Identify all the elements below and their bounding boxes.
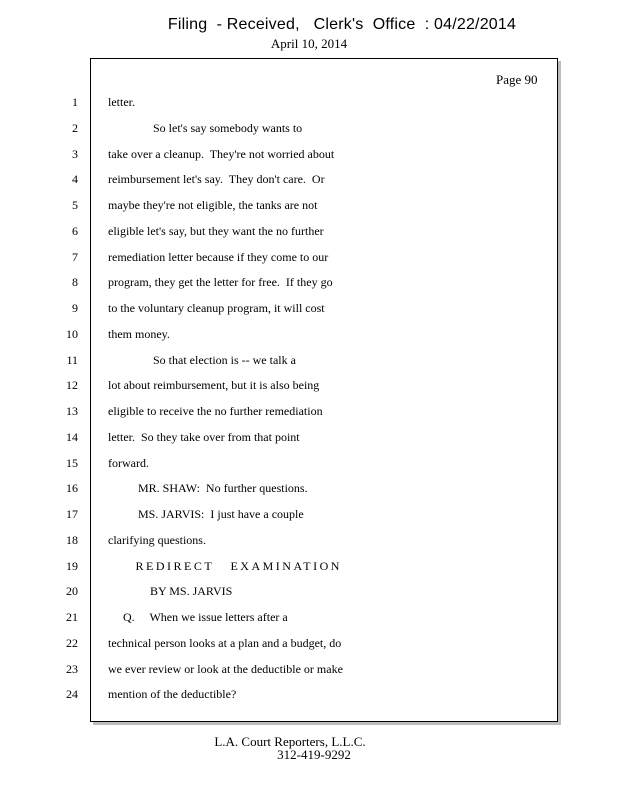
transcript-line-text: maybe they're not eligible, the tanks are not [108, 198, 318, 212]
line-number: 17 [66, 507, 78, 521]
line-number: 6 [72, 224, 78, 238]
line-number: 23 [66, 662, 78, 676]
line-number: 18 [66, 533, 78, 547]
transcript-line-text: to the voluntary cleanup program, it will cost [108, 301, 325, 315]
transcript-line-text: So let's say somebody wants to [108, 121, 303, 135]
line-number: 1 [72, 95, 78, 109]
reporter-phone: 312-419-9292 [277, 747, 351, 762]
filing-stamp: Filing - Received, Clerk's Office : 04/22/2014 [167, 16, 517, 33]
transcript-line-text: BY MS. JARVIS [108, 584, 233, 598]
line-number: 2 [72, 121, 78, 135]
transcript-line-text: Q. When we issue letters after a [108, 610, 288, 624]
transcript-line-text: letter. [108, 95, 135, 109]
transcript-line-text: letter. So they take over from that point [108, 430, 300, 444]
line-number: 9 [72, 301, 78, 315]
page-number: Page 90 [496, 72, 538, 87]
transcript-line-text: take over a cleanup. They're not worried about [108, 147, 335, 161]
transcript-line-text: So that election is -- we talk a [108, 353, 296, 367]
transcript-line-text: program, they get the letter for free. If they go [108, 275, 333, 289]
line-number: 11 [66, 353, 78, 367]
reporter-company: L.A. Court Reporters, L.L.C. [214, 734, 366, 749]
line-number: 3 [72, 147, 78, 161]
transcript-line-text: we ever review or look at the deductible or make [108, 662, 343, 676]
transcript-line-text: forward. [108, 456, 149, 470]
transcript-line-text: MS. JARVIS: I just have a couple [108, 507, 304, 521]
line-number: 12 [66, 378, 78, 392]
line-number: 19 [66, 559, 78, 573]
transcript-line-text: lot about reimbursement, but it is also being [108, 378, 320, 392]
transcript-line-text: remediation letter because if they come to our [108, 250, 329, 264]
line-number: 8 [72, 275, 78, 289]
transcript-line-text: them money. [108, 327, 170, 341]
transcript-line-text: reimbursement let's say. They don't care. Or [108, 172, 325, 186]
line-number: 24 [66, 687, 78, 701]
transcript-line-text: clarifying questions. [108, 533, 206, 547]
transcript-line-text: MR. SHAW: No further questions. [108, 481, 308, 495]
line-number: 16 [66, 481, 78, 495]
line-number: 13 [66, 404, 78, 418]
line-number: 22 [66, 636, 78, 650]
line-number: 20 [66, 584, 78, 598]
line-number: 5 [72, 198, 78, 212]
transcript-line-text: eligible let's say, but they want the no further [108, 224, 324, 238]
line-number: 7 [72, 250, 78, 264]
line-number: 21 [66, 610, 78, 624]
line-number: 4 [72, 172, 78, 186]
transcript-date: April 10, 2014 [270, 36, 348, 51]
transcript-line-text: technical person looks at a plan and a budget, do [108, 636, 342, 650]
line-number: 14 [66, 430, 78, 444]
transcript-line-text: REDIRECT EXAMINATION [108, 559, 342, 573]
line-number: 15 [66, 456, 78, 470]
line-number: 10 [66, 327, 78, 341]
transcript-line-text: eligible to receive the no further remediation [108, 404, 323, 418]
transcript-line-text: mention of the deductible? [108, 687, 237, 701]
